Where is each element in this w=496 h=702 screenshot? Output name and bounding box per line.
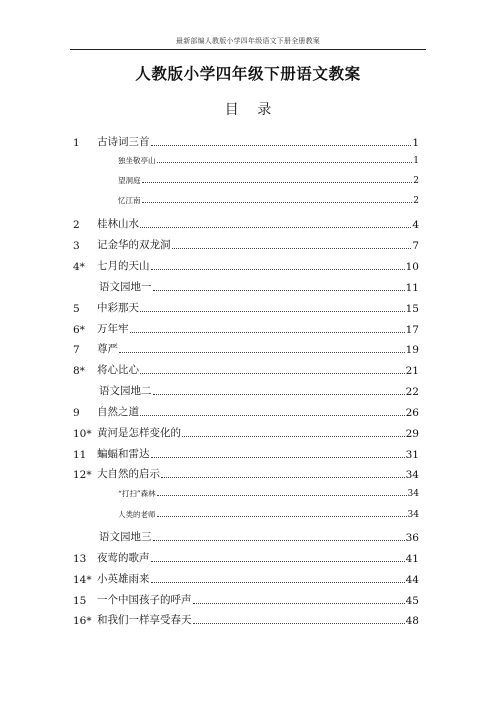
toc-entry-number: 7 [73,344,80,356]
toc-entry-number: 10* [73,428,92,440]
toc-entry[interactable] [99,383,419,398]
toc-page-number: 34 [407,510,419,520]
toc-page-number: 1 [413,156,419,166]
toc-page-number: 45 [405,595,419,607]
toc-entry[interactable] [99,279,419,294]
toc-page-number: 21 [405,365,419,377]
toc-page-number: 34 [405,469,419,481]
toc-page-number: 7 [412,240,419,252]
toc-entry-number: 9 [73,407,80,419]
toc-page-number: 22 [405,386,419,398]
toc-dot-leader [142,202,413,203]
toc-page-number: 4 [412,219,419,231]
toc-entry-title: 蝙蝠和雷达 [97,448,150,460]
toc-dot-leader [193,603,405,604]
toc-entry[interactable] [73,404,419,419]
toc-dot-leader [157,495,407,496]
toc-dot-leader [151,457,405,458]
toc-entry[interactable] [73,362,419,377]
toc-entry-title: 记金华的双龙洞 [97,239,171,251]
toc-page-number: 11 [405,282,419,294]
toc-entry-number: 6* [73,324,85,336]
toc-entry-number: 16* [73,615,92,627]
toc-entry[interactable] [99,529,419,544]
toc-entry[interactable] [73,446,419,461]
toc-entry-title: 万年牢 [97,323,129,335]
toc-entry[interactable] [73,134,419,149]
toc-entry[interactable] [73,216,419,231]
toc-dot-leader [119,352,405,353]
toc-entry-title: 忆江南 [118,196,141,205]
toc-dot-leader [157,162,413,163]
toc-entry[interactable] [73,612,419,627]
toc-page-number: 48 [405,615,419,627]
running-header-title: 最新部编人教版小学四年级语文下册全册教案 [176,37,320,45]
toc-dot-leader [157,516,407,517]
toc-entry-title: 一个中国孩子的呼声 [97,594,192,606]
toc-entry-number: 1 [73,137,80,149]
toc-entry-title: 小英雄雨来 [97,573,150,585]
toc-entry[interactable] [73,571,419,586]
toc-entry[interactable] [118,195,419,206]
toc-page-number: 41 [405,553,419,565]
toc-entry-title: “打扫”森林 [118,489,156,498]
toc-entry-number: 3 [73,240,80,252]
toc-entry-title: 自然之道 [97,406,139,418]
toc-entry-title: 中彩那天 [97,302,139,314]
toc-entry-number: 14* [73,574,92,586]
toc-dot-leader [140,227,411,228]
toc-entry-number: 13 [73,553,87,565]
toc-dot-leader [153,394,405,395]
toc-entry[interactable] [118,175,419,186]
toc-dot-leader [151,561,405,562]
toc-page-number: 17 [405,324,419,336]
document-title: 人教版小学四年级下册语文教案 [135,65,361,83]
toc-dot-leader [161,477,405,478]
toc-entry[interactable] [118,509,419,520]
toc-entry[interactable] [73,258,419,273]
toc-entry-title: 望洞庭 [118,176,141,185]
toc-entry-title: 黄河是怎样变化的 [97,427,181,439]
toc-dot-leader [153,540,405,541]
toc-dot-leader [140,311,405,312]
toc-entry-title: 人类的老师 [118,510,156,519]
toc-entry[interactable] [73,341,419,356]
toc-dot-leader [142,182,413,183]
toc-dot-leader [193,623,405,624]
toc-dot-leader [140,373,405,374]
toc-page-number: 15 [405,303,419,315]
toc-entry[interactable] [73,425,419,440]
toc-page-number: 29 [405,428,419,440]
toc-page-number: 19 [405,344,419,356]
toc-page-number: 1 [412,137,419,149]
toc-entry[interactable] [73,237,419,252]
toc-dot-leader [182,436,405,437]
toc-entry-title: 七月的天山 [97,260,150,272]
toc-entry-number: 11 [73,449,87,461]
toc-page-number: 36 [405,532,419,544]
toc-entry-title: 古诗词三首 [97,136,150,148]
toc-entry[interactable] [73,592,419,607]
toc-dot-leader [130,332,405,333]
toc-entry-number: 15 [73,595,87,607]
toc-dot-leader [151,145,412,146]
toc-dot-leader [140,415,405,416]
toc-page-number: 2 [413,176,419,186]
toc-entry-title: 语文园地三 [99,531,152,543]
toc-entry[interactable] [73,300,419,315]
toc-page-number: 10 [405,261,419,273]
toc-entry[interactable] [73,550,419,565]
toc-dot-leader [153,290,405,291]
toc-page-number: 44 [405,574,419,586]
toc-entry[interactable] [118,488,419,499]
toc-entry[interactable] [73,321,419,336]
toc-page-number: 2 [413,196,419,206]
toc-heading: 目 录 [224,102,272,118]
toc-entry-number: 12* [73,469,92,481]
toc-dot-leader [172,248,412,249]
toc-entry-title: 夜莺的歌声 [97,552,150,564]
toc-entry-title: 独坐敬亭山 [118,156,156,165]
toc-entry-title: 将心比心 [97,364,139,376]
toc-entry-title: 语文园地二 [99,385,152,397]
toc-entry[interactable] [118,155,419,166]
toc-dot-leader [151,582,405,583]
toc-entry-title: 桂林山水 [97,218,139,230]
toc-entry-title: 和我们一样享受春天 [97,614,192,626]
toc-entry-title: 大自然的启示 [97,468,160,480]
toc-entry-title: 尊严 [97,343,118,355]
toc-entry[interactable] [73,466,419,481]
toc-page-number: 26 [405,407,419,419]
toc-page-number: 31 [405,449,419,461]
toc-page-number: 34 [407,489,419,499]
toc-entry-number: 2 [73,219,80,231]
toc-entry-title: 语文园地一 [99,281,152,293]
toc-entry-number: 8* [73,365,85,377]
toc-entry-number: 5 [73,303,80,315]
toc-entry-number: 4* [73,261,85,273]
toc-dot-leader [151,269,405,270]
